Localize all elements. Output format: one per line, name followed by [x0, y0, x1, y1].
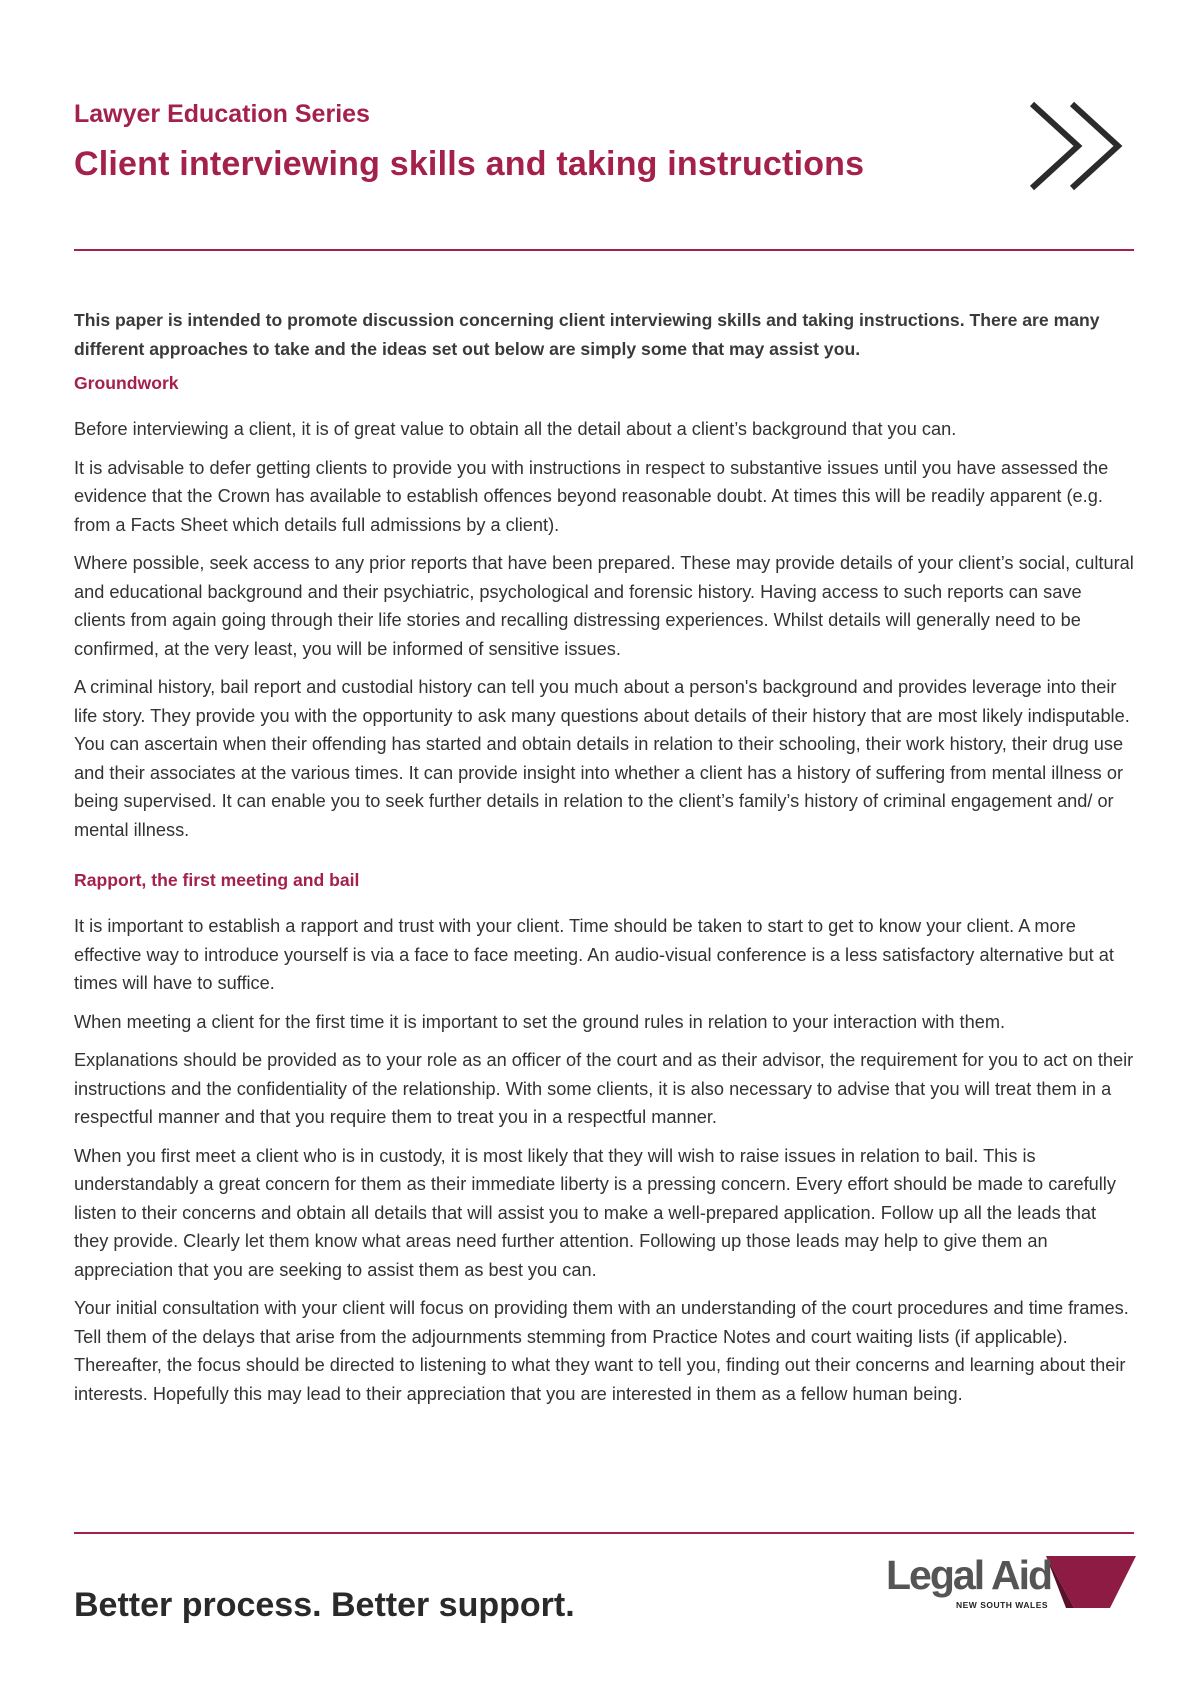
- footer-divider: [74, 1532, 1134, 1534]
- paragraph: Explanations should be provided as to your role as an officer of the court and as their advisor, the requirement for you to act on their instructions and the confidentiality of the relationship. With some clients, it is also necessary to advise that you will treat them in a respectful manner and that you require them to treat you in a respectful manner.: [74, 1050, 1134, 1127]
- logo-subtitle: NEW SOUTH WALES: [956, 1600, 1049, 1610]
- paragraph: Your initial consultation with your client will focus on providing them with an understanding of the court procedures and time frames. Tell them of the delays that arise from the adjournments stemming from Practice Notes and court waiting lists (if applicable). Thereafter, the focus should be directed to listening to what they want to tell you, finding out their concerns and learning about their interests. Hopefully this may lead to their appreciation that you are interested in them as a fellow human being.: [74, 1298, 1129, 1404]
- paragraph: Before interviewing a client, it is of great value to obtain all the detail about a client’s background that you can.: [74, 419, 957, 439]
- paragraph: When meeting a client for the first time it is important to set the ground rules in relation to your interaction with them.: [74, 1011, 1006, 1032]
- section-heading-rapport: Rapport, the first meeting and bail: [74, 870, 360, 890]
- paragraph: Where possible, seek access to any prior reports that have been prepared. These may provide details of your client’s social, cultural and educational background and their psychiatric, psychological and forensic history. Having access to such reports can save clients from again going through their life stories and recalling distressing experiences. Whilst details will generally need to be confirmed, at the very least, you will be informed of sensitive issues.: [74, 553, 1134, 659]
- header-divider: [74, 249, 1134, 251]
- paragraph: A criminal history, bail report and custodial history can tell you much about a person's background and provides leverage into their life story. They provide you with the opportunity to ask many questions about details of their history that are most likely indisputable. You can ascertain when their offending has started and obtain details in relation to their schooling, their work history, their drug use and their associates at the various times. It can provide insight into whether a client has a history of suffering from mental illness or being supervised. It can enable you to seek further details in relation to the client’s family’s history of criminal engagement and/ or mental illness.: [74, 677, 1130, 840]
- intro-paragraph: This paper is intended to promote discussion concerning client interviewing skills and taking instructions. There are many different approaches to take and the ideas set out below are simply some that may assist you.: [74, 310, 1100, 359]
- paragraph: It is advisable to defer getting clients to provide you with instructions in respect to substantive issues until you have assessed the evidence that the Crown has available to establish offences beyond reasonable doubt. At times this will be readily apparent (e.g. from a Facts Sheet which details full admissions by a client).: [74, 457, 1109, 535]
- paragraph: It is important to establish a rapport and trust with your client. Time should be taken to start to get to know your client. A more effective way to introduce yourself is via a face to face meeting. An audio-visual conference is a less satisfactory alternative but at times will have to suffice.: [74, 916, 1114, 993]
- series-label: Lawyer Education Series: [74, 100, 370, 128]
- footer-tagline: Better process. Better support.: [74, 1586, 575, 1624]
- section-heading-groundwork: Groundwork: [74, 373, 179, 393]
- logo-mark-icon: [1046, 1554, 1136, 1610]
- page-title: Client interviewing skills and taking instructions: [74, 145, 865, 183]
- paragraph: When you first meet a client who is in custody, it is most likely that they will wish to raise issues in relation to bail. This is understandably a great concern for them as their immediate liberty is a pressing concern. Every effort should be made to carefully listen to their concerns and obtain all details that will assist you to make a well-prepared application. Follow up all the leads that they provide. Clearly let them know what areas need further attention. Following up those leads may help to give them an appreciation that you are seeking to assist them as best you can.: [74, 1145, 1116, 1280]
- double-chevron-icon: [1020, 96, 1130, 196]
- logo-wordmark: Legal Aid: [886, 1552, 1051, 1598]
- legal-aid-logo: [886, 1552, 1136, 1622]
- document-body: [74, 306, 1134, 1418]
